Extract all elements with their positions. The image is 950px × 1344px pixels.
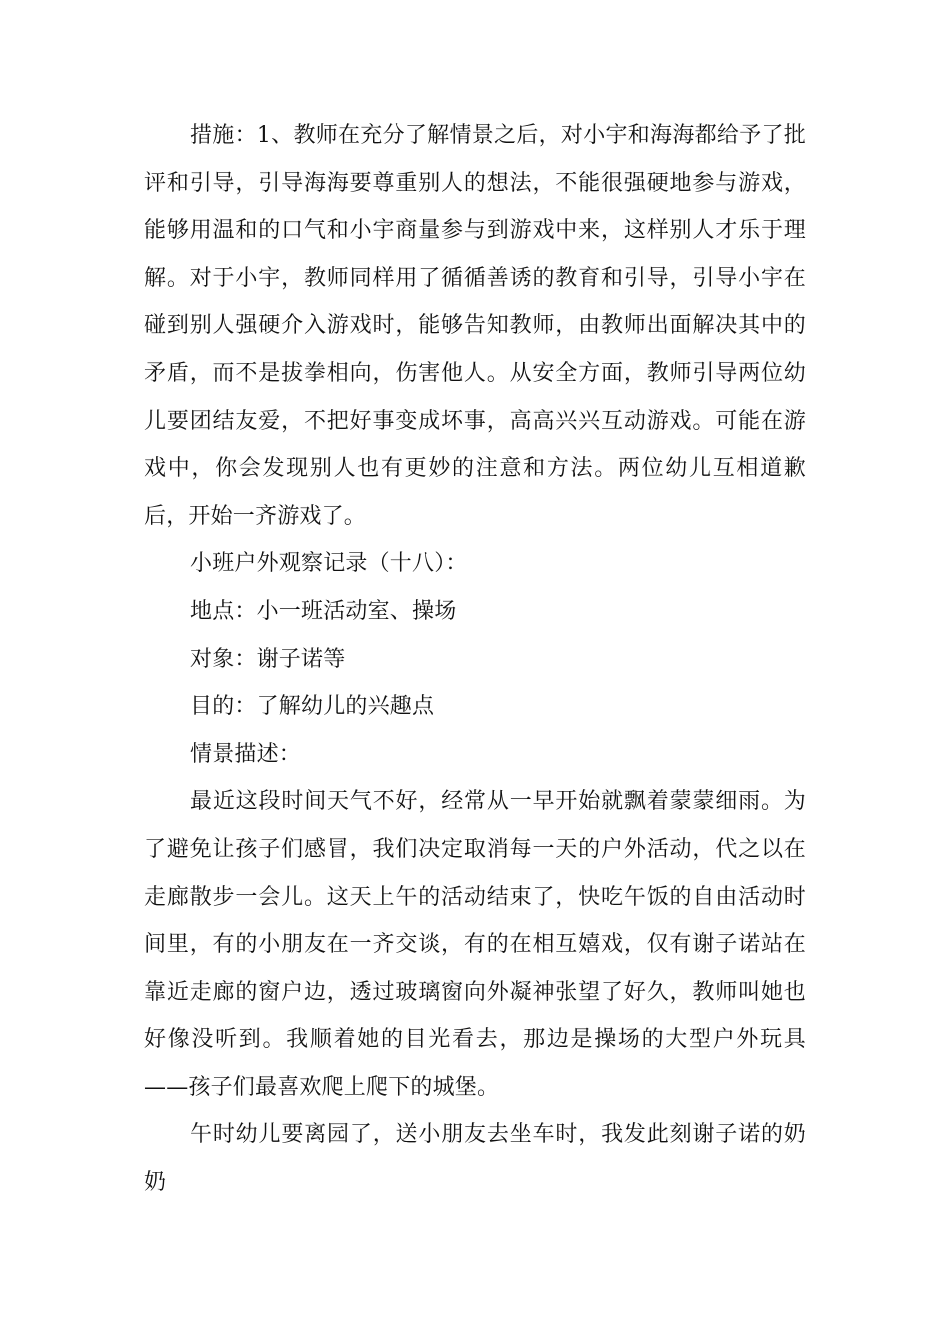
record-title: 小班户外观察记录（十八）： <box>190 551 468 577</box>
record-purpose: 目的：了解幼儿的兴趣点 <box>190 694 435 720</box>
record-location: 地点：小一班活动室、操场 <box>190 598 457 624</box>
paragraph-scene-description: 最近这段时间天气不好，经常从一早开始就飘着蒙蒙细雨。为了避免让孩子们感冒，我们决定取消每一天的户外活动，代之以在走廊散步一会儿。这天上午的活动结束了，快吃午饭的自由活动时间里，有的小朋友在一齐交谈，有的在相互嬉戏，仅有谢子诺站在靠近走廊的窗户边，透过玻璃窗向外凝神张望了好久，教师叫她也好像没听到。我顺着她的目光看去，那边是操场的大型户外玩具——孩子们最喜欢爬上爬下的城堡。 <box>144 789 806 1100</box>
scene-description-heading: 情景描述： <box>190 741 302 767</box>
record-subject: 对象：谢子诺等 <box>190 646 346 672</box>
document-body <box>144 112 806 1207</box>
paragraph-measures: 措施：1、教师在充分了解情景之后，对小宇和海海都给予了批评和引导，引导海海要尊重别人的想法，不能很强硬地参与游戏，能够用温和的口气和小宇商量参与到游戏中来，这样别人才乐于理解。对于小宇，教师同样用了循循善诱的教育和引导，引导小宇在碰到别人强硬介入游戏时，能够告知教师，由教师出面解决其中的矛盾，而不是拔拳相向，伤害他人。从安全方面，教师引导两位幼儿要团结友爱，不把好事变成坏事，高高兴兴互动游戏。可能在游戏中，你会发现别人也有更妙的注意和方法。两位幼儿互相道歉后，开始一齐游戏了。 <box>144 123 806 529</box>
paragraph-afternoon: 午时幼儿要离园了，送小朋友去坐车时，我发此刻谢子诺的奶奶 <box>144 1122 806 1196</box>
